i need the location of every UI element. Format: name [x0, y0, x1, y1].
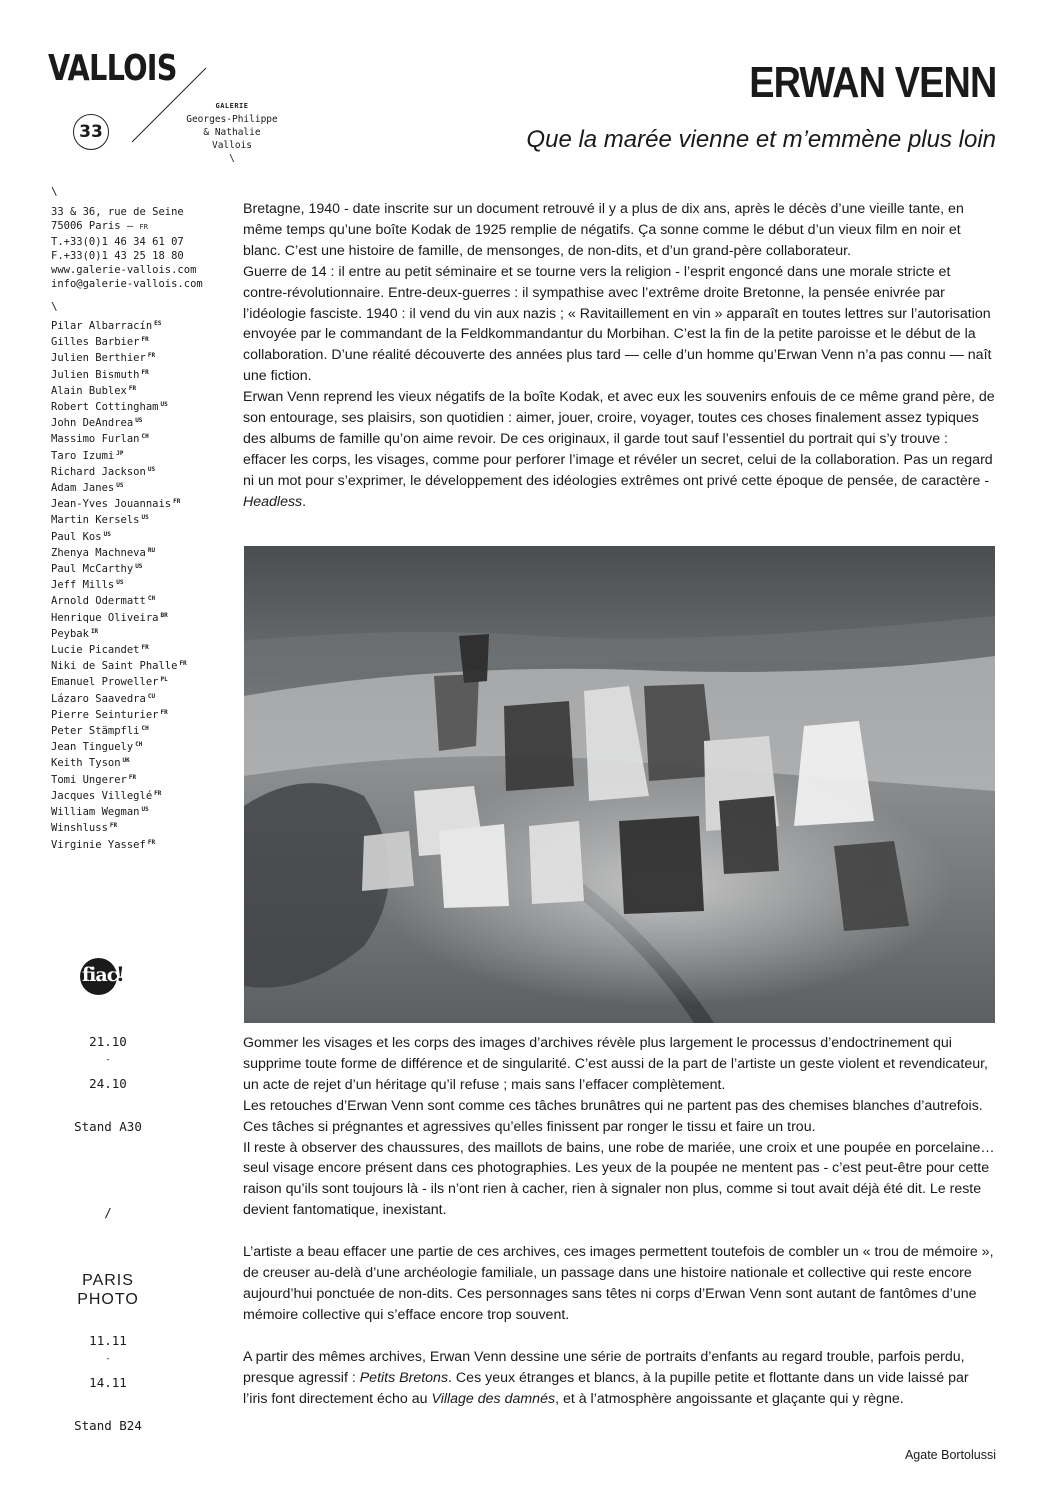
artist-country-code: FR: [141, 644, 149, 652]
artist-name: Jean-Yves Jouannais: [51, 498, 172, 511]
artist-name: Arnold Odermatt: [51, 595, 146, 608]
paris-photo-logo: [60, 1271, 156, 1309]
artist-country-code: US: [116, 579, 124, 587]
fiac-date-end: 24.10: [89, 1076, 127, 1091]
artist-list-item: [51, 625, 187, 641]
artist-list-item: [51, 398, 187, 414]
artist-country-code: BR: [160, 611, 168, 619]
gallery-label: GALERIE: [215, 102, 249, 110]
gallery-name-line3: Vallois: [211, 140, 253, 151]
artist-name: Taro Izumi: [51, 449, 115, 462]
paragraph: Guerre de 14 : il entre au petit séminaire et se tourne vers la religion - l’esprit engoncé dans une morale stricte et contre-révolutionnaire. Entre-deux-guerres : il sympathise avec l’extrême droite Bretonne, la pensée enivrée par l’idéologie fasciste. 1940 : il vend du vin aux nazis ; « Ravitaillement en vin » apparaît en toutes lettres sur l’autorisation envoyée par le commandant de la Feldkommandantur du Morbihan. C’est la fin de la petite paroisse et le début de la collaboration. D’une réalité découverte des années plus tard — celle d’un homme qu’Erwan Venn n’a pas connu — naît une fiction.: [243, 263, 992, 385]
artist-name: Paul Kos: [51, 530, 102, 543]
artist-list-item: [51, 528, 187, 544]
artist-country-code: US: [147, 465, 156, 473]
artist-name-title: ERWAN VENN: [748, 58, 996, 107]
artist-name: Julien Berthier: [51, 352, 146, 365]
gallery-name-line2: & Nathalie: [203, 127, 261, 138]
artist-name: Emanuel Proweller: [51, 676, 159, 689]
artist-country-code: CH: [141, 433, 149, 441]
artist-list-item: [51, 673, 187, 689]
contact-city: 75006 Paris: [51, 220, 121, 233]
artist-country-code: CH: [141, 725, 149, 733]
artist-list-item: [51, 366, 187, 382]
artist-list: [51, 317, 187, 852]
headless-title: Headless: [243, 493, 303, 510]
paris-photo-line2: PHOTO: [77, 1291, 139, 1308]
artist-list-item: [51, 592, 187, 608]
artist-country-code: FR: [160, 708, 168, 716]
contact-email-link[interactable]: info@galerie-vallois.com: [51, 278, 203, 291]
artist-list-item: [51, 754, 187, 770]
artist-country-code: FR: [147, 838, 156, 846]
artist-name: Julien Bismuth: [51, 368, 140, 381]
paragraph-end: .: [302, 493, 307, 510]
artist-country-code: US: [103, 530, 111, 538]
paragraph: Gommer les visages et les corps des images d’archives révèle plus largement le processus d’endoctrinement qui supprime toute forme de différence et de singularité. C’est aussi de la part de l’artiste un geste violent et revendicateur, un acte de rejet d’un héritage qu’il refuse ; mais sans l’effacer complètement.: [243, 1035, 989, 1093]
artist-name: Keith Tyson: [51, 757, 121, 770]
paragraph-text: A partir des mêmes archives, Erwan Venn dessine une série de portraits d’enfants au regard trouble, parfois perdu, presque agressif :: [243, 1348, 965, 1386]
contact-city-line: 75006 Paris – FR: [51, 220, 148, 233]
article-text-top: [243, 199, 995, 513]
artist-name: Robert Cottingham: [51, 401, 159, 414]
paragraph-text: Erwan Venn reprend les vieux négatifs de la boîte Kodak, et avec eux les souvenirs enfouis de ce même grand père, de son entourage, ses plaisirs, son quotidien : aimer, jouer, croire, voyager, toutes ces choses finalement assez typiques des albums de famille qu’on aime revoir. De ces originaux, il garde tout sauf l’essentiel du portrait qui s’y trouve : effacer les corps, les visages, comme pour perforer l’image et révéler un secret, celui de la collaboration. Pas un regard ni un mot pour s’exprimer, le développement des idéologies extrêmes ont privé cette époque de pensée, de caractère -: [243, 389, 995, 489]
paragraph: Les retouches d’Erwan Venn sont comme ces tâches brunâtres qui ne partent pas des chemises blanches d’autrefois. Ces tâches si prégnantes et agressives qu’elles finissent par ronger le tissu et faire un trou.: [243, 1097, 983, 1135]
artist-list-item: [51, 317, 187, 333]
exhibition-subtitle: Que la marée vienne et m’emmène plus loin: [526, 126, 996, 153]
paragraph: Il reste à observer des chaussures, des maillots de bains, une robe de mariée, une croix et une poupée en porcelaine… seul visage encore présent dans ces photographies. Les yeux de la poupée ne mentent pas - c’est peut-être pour cette raison qu’ils sont toujours là - ils n’ont rien à cacher, rien à signaler non plus, comme si tout avait déjà été dit. Le reste devient fantomatique, inexistant.: [243, 1139, 995, 1219]
artist-country-code: FR: [141, 368, 149, 376]
artist-country-code: FR: [147, 352, 156, 360]
artist-name: William Wegman: [51, 806, 140, 819]
artist-list-item: [51, 447, 187, 463]
contact-country: FR: [139, 223, 148, 232]
artist-country-code: JP: [116, 449, 124, 457]
artist-name: Jeff Mills: [51, 579, 115, 592]
artist-list-item: [51, 511, 187, 527]
artist-country-code: US: [160, 401, 168, 409]
artist-list-item: [51, 836, 187, 852]
artist-list-item: [51, 803, 187, 819]
artist-country-code: RU: [147, 546, 156, 554]
fiac-logo-exclamation: !: [116, 962, 125, 986]
gallery-logo: VALLOIS: [48, 48, 177, 89]
paragraph-spacer: [243, 1221, 995, 1242]
paragraph: [243, 387, 995, 512]
gallery-name-line1: Georges-Philippe: [186, 114, 278, 125]
artist-country-code: FR: [128, 773, 137, 781]
artist-list-item: [51, 495, 187, 511]
fiac-logo-text: fiac: [82, 964, 118, 986]
artist-list-item: [51, 382, 187, 398]
artist-country-code: FR: [128, 384, 137, 392]
artist-country-code: FR: [179, 660, 187, 668]
article-text-bottom: [243, 1033, 995, 1410]
artist-country-code: CH: [135, 741, 143, 749]
artist-list-item: [51, 463, 187, 479]
paris-photo-line1: PARIS: [82, 1272, 134, 1289]
author-signature: Agate Bortolussi: [904, 1448, 996, 1462]
artist-list-item: [51, 333, 187, 349]
artist-list-item: [51, 430, 187, 446]
artist-list-item: [51, 706, 187, 722]
artist-list-item: [51, 479, 187, 495]
paragraph-text: . Ces yeux étranges et blancs, à la pupille petite et flottante dans un vide laissé par l’iris font directement écho au: [243, 1369, 969, 1407]
italic-title: Village des damnés: [431, 1390, 556, 1407]
artist-name: Zhenya Machneva: [51, 546, 146, 559]
paragraph: Bretagne, 1940 - date inscrite sur un document retrouvé il y a plus de dix ans, après le décès d’une vieille tante, en même temps qu’une boîte Kodak de 1925 remplie de négatifs. Ça sonne comme le début d’un vieux film en noir et blanc. C’est une histoire de famille, de mensonges, de non-dits, et d’un grand-père collaborateur.: [243, 201, 964, 259]
artist-name: Peybak: [51, 627, 89, 640]
artist-name: Richard Jackson: [51, 465, 146, 478]
contact-web-link[interactable]: www.galerie-vallois.com: [51, 264, 197, 277]
artist-country-code: ES: [154, 320, 162, 327]
artist-list-item: [51, 722, 187, 738]
paris-photo-date-start: 11.11: [89, 1333, 127, 1348]
artist-name: Paul McCarthy: [51, 563, 134, 576]
paragraph-text: , et à l’atmosphère angoissante et glaçante qui y règne.: [555, 1390, 904, 1407]
artist-country-code: US: [135, 563, 143, 571]
paragraph: [243, 1347, 995, 1410]
artist-country-code: PL: [160, 676, 168, 684]
contact-address: 33 & 36, rue de Seine: [51, 206, 184, 218]
artist-list-item: [51, 771, 187, 787]
artist-list-item: [51, 738, 187, 754]
artist-country-code: CU: [147, 692, 156, 700]
contact-block: [51, 205, 203, 292]
gallery-tick: \: [229, 153, 235, 164]
fair-separator: /: [104, 1205, 112, 1220]
artist-list-item: [51, 576, 187, 592]
artist-country-code: FR: [141, 336, 149, 344]
artist-name: Peter Stämpfli: [51, 725, 140, 738]
artist-name: Gilles Barbier: [51, 336, 140, 349]
paris-photo-date-dash: -: [105, 1354, 111, 1364]
artist-list-item: [51, 690, 187, 706]
fiac-date-start: 21.10: [89, 1034, 127, 1049]
contact-tel: T.+33(0)1 46 34 61 07: [51, 235, 184, 248]
artist-name: Jacques Villeglé: [51, 789, 153, 802]
gallery-name-block: [176, 100, 288, 165]
artwork-photograph: [244, 546, 995, 1023]
artist-country-code: CH: [147, 595, 156, 603]
artist-name: Alain Bublex: [51, 384, 127, 397]
italic-title: Petits Bretons: [359, 1369, 449, 1386]
artist-list-item: [51, 819, 187, 835]
artist-name: Pierre Seinturier: [51, 708, 159, 721]
artist-name: Lucie Picandet: [51, 644, 140, 657]
artist-list-item: [51, 641, 187, 657]
artist-list-item: [51, 560, 187, 576]
artist-name: Virginie Yassef: [51, 838, 146, 851]
artist-list-item: [51, 544, 187, 560]
artist-name: Jean Tinguely: [51, 741, 134, 754]
paragraph: L’artiste a beau effacer une partie de ces archives, ces images permettent toutefois de combler un « trou de mémoire », de creuser au-delà d’une archéologie familiale, un passage dans une histoire nationale et collective qui reste encore aujourd’hui ponctuée de non-dits. Ces personnages sans têtes ni corps d’Erwan Venn sont autant de fantômes d’une mémoire collective qui s’efface encore trop souvent.: [243, 1244, 994, 1323]
artist-country-code: US: [135, 417, 143, 425]
artist-name: John DeAndrea: [51, 417, 134, 430]
artist-country-code: FR: [154, 789, 162, 797]
artist-name: Massimo Furlan: [51, 433, 140, 446]
artist-country-code: US: [116, 482, 124, 490]
artist-name: Tomi Ungerer: [51, 773, 127, 786]
fiac-stand: Stand A30: [74, 1119, 142, 1134]
artist-name: Adam Janes: [51, 482, 115, 495]
artist-country-code: IR: [90, 627, 99, 635]
artist-name: Martin Kersels: [51, 514, 140, 527]
artist-list-item: [51, 657, 187, 673]
artist-name: Henrique Oliveira: [51, 611, 159, 624]
artist-list-item: [51, 787, 187, 803]
section-tick: \: [51, 300, 58, 313]
artist-country-code: UK: [122, 757, 130, 765]
artist-name: Lázaro Saavedra: [51, 692, 146, 705]
artist-country-code: US: [141, 806, 149, 814]
artist-list-item: [51, 609, 187, 625]
artist-list-item: [51, 349, 187, 365]
logo-number-badge: 33: [73, 114, 109, 150]
contact-fax: F.+33(0)1 43 25 18 80: [51, 249, 184, 262]
artist-list-item: [51, 414, 187, 430]
artist-country-code: FR: [173, 498, 181, 506]
artist-name: Winshluss: [51, 822, 108, 835]
section-tick: \: [51, 185, 58, 198]
artist-name: Niki de Saint Phalle: [51, 660, 178, 673]
artist-country-code: FR: [109, 822, 118, 830]
paris-photo-date-end: 14.11: [89, 1375, 127, 1390]
artist-country-code: US: [141, 514, 149, 522]
paris-photo-stand: Stand B24: [74, 1418, 142, 1433]
artist-name: Pilar Albarracín: [51, 320, 153, 332]
fiac-date-dash: -: [105, 1055, 111, 1065]
paragraph-spacer: [243, 1326, 995, 1347]
